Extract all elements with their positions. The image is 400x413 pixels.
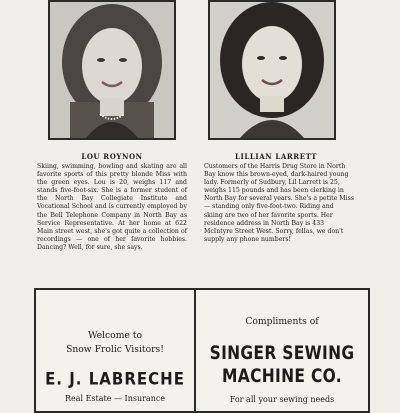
ad-business-name: E. J. LABRECHE (45, 368, 185, 390)
advertisement-box (34, 288, 370, 413)
ad-singer-title-line1: SINGER SEWING (209, 342, 355, 364)
ad-welcome-line1: Welcome to (87, 330, 143, 341)
ad-singer-title-line2: MACHINE CO. (222, 365, 342, 387)
profile-name-right: LILLIAN LARRETT (234, 152, 318, 161)
profile-bio-right: Customers of the Harris Drug Store in North Bay know this brown-eyed, dark-haired young lady. Formerly of Sudbury, Lil Larrett is 25, weighs 115 pounds and has been clerking in North Bay for several years. She's a petite Miss — standing only five-foot-two. Riding and skiing are two of her favorite sports. Her residence address in North Bay is 433 McIntyre Street West. Sorry, fellas, we don't supply any phone numbers! (204, 163, 354, 243)
portrait-photo-lillian-larrett (208, 0, 336, 140)
profile-name-left: LOU ROYNON (81, 152, 143, 161)
ad-welcome-line2: Snow Frolic Visitors! (66, 344, 164, 355)
ad-compliments-text: Compliments of (245, 316, 319, 327)
portrait-photo-lou-roynon (48, 0, 176, 140)
ad-right-subline: For all your sewing needs (229, 395, 335, 404)
profile-bio-left: Skiing, swimming, bowling and skating are all favorite sports of this pretty blonde Miss with the green eyes. Lou is 20, weighs 117 and stands five-foot-six. She is a former student of the North Bay Collegiate Institute and Vocational School and is currently employed by the Bell Telephone Company in North Bay as Service Representative. At her home at 622 Main street west, she's got quite a collection of recordings — one of her favorite hobbies. Dancing? Well, for sure, she says. (37, 163, 187, 251)
ad-left-subline: Real Estate — Insurance (64, 394, 166, 403)
